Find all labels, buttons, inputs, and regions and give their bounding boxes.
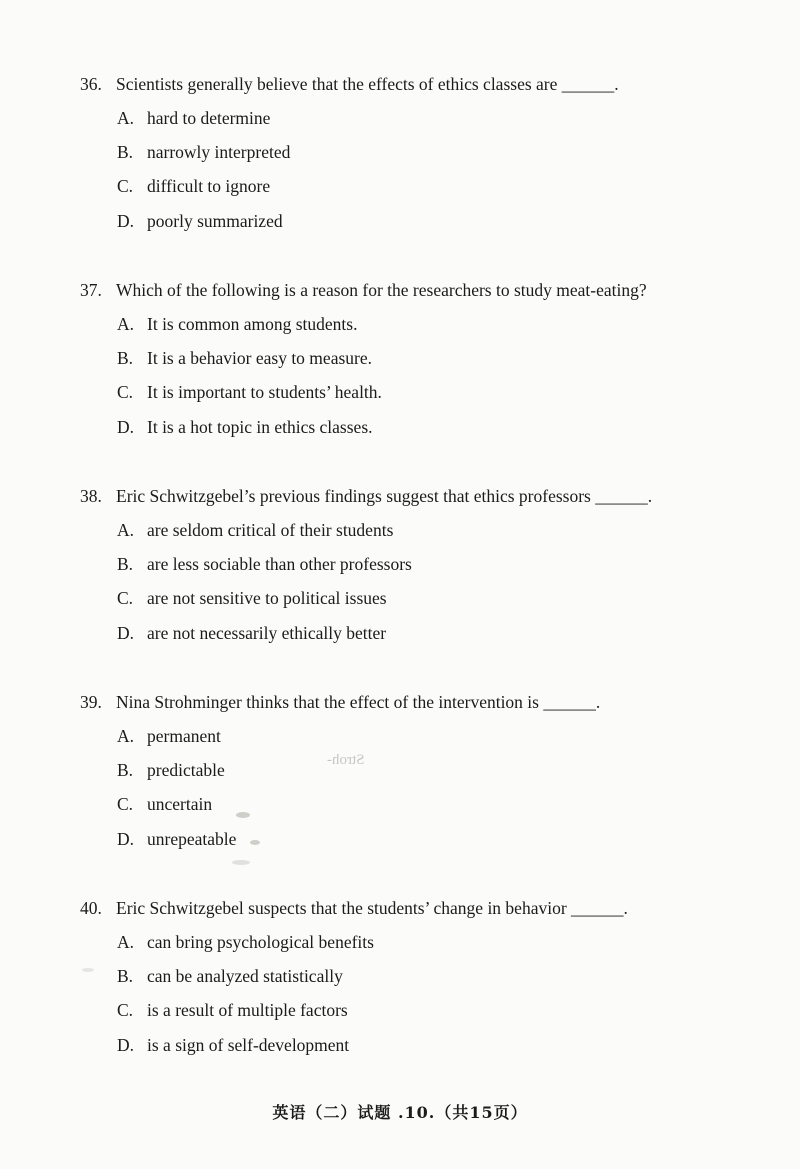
paper-speck	[250, 840, 260, 845]
option-letter: B.	[117, 554, 134, 574]
option-text: It is a hot topic in ethics classes.	[147, 417, 373, 437]
option-letter: D.	[117, 211, 135, 231]
option-text: hard to determine	[147, 108, 271, 128]
option-a	[117, 313, 357, 335]
option-text: predictable	[147, 760, 225, 780]
bleed-through-text: Stroh-	[327, 752, 365, 768]
option-b	[117, 759, 225, 781]
option-text: unrepeatable	[147, 829, 237, 849]
option-letter: C.	[117, 794, 134, 814]
option-b	[117, 965, 343, 987]
option-text: are less sociable than other professors	[147, 554, 412, 574]
option-letter: A.	[117, 314, 135, 334]
question-stem	[80, 73, 619, 95]
option-text: can be analyzed statistically	[147, 966, 343, 986]
option-letter: C.	[117, 176, 134, 196]
option-c	[117, 175, 270, 197]
question-number: 36.	[80, 74, 102, 94]
option-text: narrowly interpreted	[147, 142, 291, 162]
option-letter: A.	[117, 726, 135, 746]
question-stem	[80, 897, 628, 919]
option-letter: D.	[117, 1035, 135, 1055]
option-c	[117, 587, 387, 609]
option-letter: A.	[117, 520, 135, 540]
option-text: difficult to ignore	[147, 176, 271, 196]
question-number: 37.	[80, 280, 102, 300]
option-d	[117, 1034, 349, 1056]
option-text: is a result of multiple factors	[147, 1000, 348, 1020]
page-footer: 英语（二）试题 .10.（共15页）	[272, 1103, 528, 1122]
option-a	[117, 931, 374, 953]
option-c	[117, 999, 348, 1021]
option-c	[117, 381, 382, 403]
option-letter: B.	[117, 760, 134, 780]
option-a	[117, 107, 270, 129]
option-text: poorly summarized	[147, 211, 283, 231]
option-letter: B.	[117, 348, 134, 368]
question-text: Eric Schwitzgebel’s previous findings suggest that ethics professors ______.	[116, 486, 653, 506]
question-number: 38.	[80, 486, 102, 506]
question-text: Nina Strohminger thinks that the effect of the intervention is ______.	[116, 692, 601, 712]
paper-speck	[236, 812, 250, 818]
question-number: 40.	[80, 898, 102, 918]
option-text: It is common among students.	[147, 314, 358, 334]
option-a	[117, 725, 221, 747]
option-letter: D.	[117, 417, 135, 437]
option-text: can bring psychological benefits	[147, 932, 374, 952]
question-text: Scientists generally believe that the effects of ethics classes are ______.	[116, 74, 619, 94]
option-text: permanent	[147, 726, 221, 746]
question-stem	[80, 485, 652, 507]
paper-speck	[232, 860, 250, 865]
option-a	[117, 519, 393, 541]
option-c	[117, 793, 212, 815]
option-text: are not necessarily ethically better	[147, 623, 387, 643]
option-text: are not sensitive to political issues	[147, 588, 387, 608]
option-d	[117, 210, 283, 232]
option-d	[117, 828, 236, 850]
option-letter: D.	[117, 829, 135, 849]
question-stem	[80, 691, 600, 713]
option-b	[117, 141, 290, 163]
question-stem	[80, 279, 647, 301]
option-d	[117, 622, 386, 644]
option-letter: A.	[117, 932, 135, 952]
option-letter: C.	[117, 588, 134, 608]
option-letter: A.	[117, 108, 135, 128]
option-d	[117, 416, 373, 438]
option-letter: C.	[117, 382, 134, 402]
option-text: It is a behavior easy to measure.	[147, 348, 372, 368]
option-letter: B.	[117, 966, 134, 986]
option-b	[117, 347, 372, 369]
option-letter: C.	[117, 1000, 134, 1020]
option-text: is a sign of self-development	[147, 1035, 350, 1055]
question-text: Which of the following is a reason for the researchers to study meat-eating?	[116, 280, 647, 300]
option-letter: D.	[117, 623, 135, 643]
option-letter: B.	[117, 142, 134, 162]
question-text: Eric Schwitzgebel suspects that the students’ change in behavior ______.	[116, 898, 628, 918]
option-text: are seldom critical of their students	[147, 520, 394, 540]
question-number: 39.	[80, 692, 102, 712]
option-b	[117, 553, 412, 575]
paper-speck	[82, 968, 94, 972]
option-text: uncertain	[147, 794, 213, 814]
option-text: It is important to students’ health.	[147, 382, 382, 402]
